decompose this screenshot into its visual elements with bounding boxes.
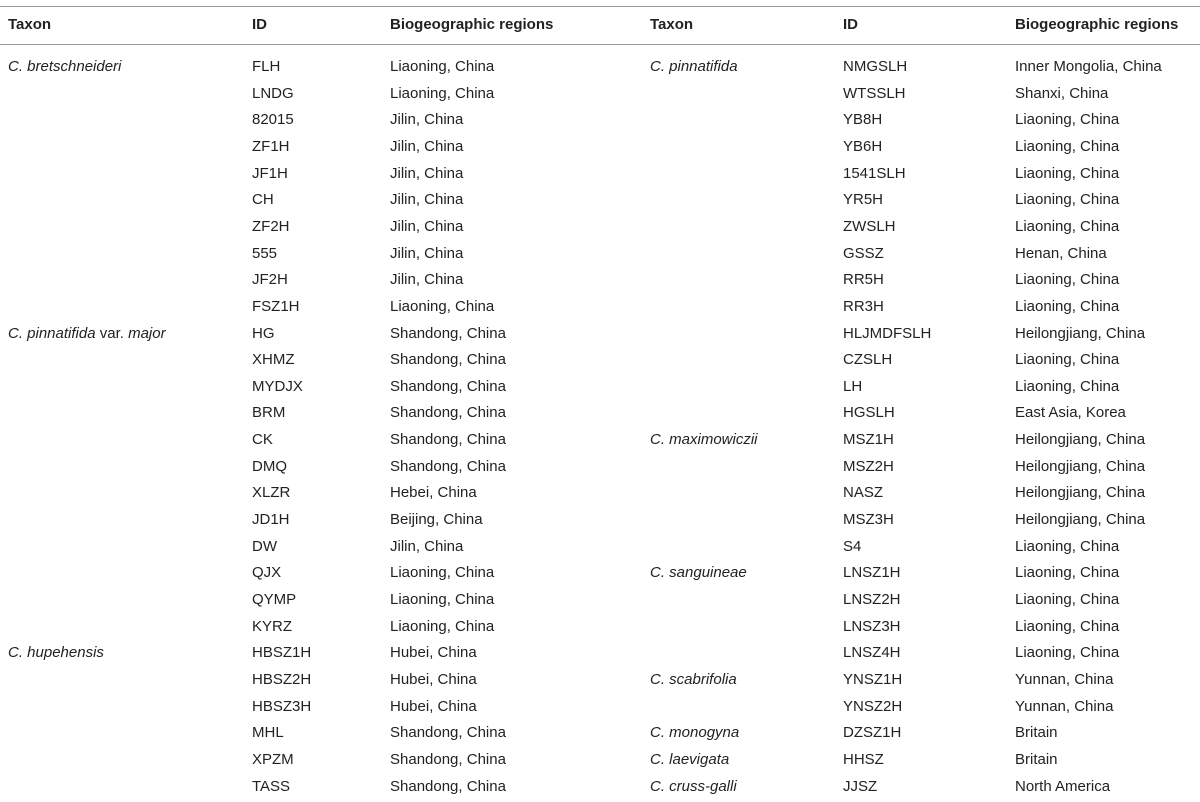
id-cell: KYRZ xyxy=(252,618,293,635)
region-cell: Jilin, China xyxy=(390,111,464,128)
id-cell: MSZ2H xyxy=(843,458,894,475)
taxon-name-italic: C. maximowiczii xyxy=(650,431,758,448)
taxon-name-italic: major xyxy=(128,325,166,342)
taxon-cell xyxy=(8,57,121,77)
taxon-cell xyxy=(650,750,729,770)
id-cell: 1541SLH xyxy=(843,165,906,182)
id-cell: QYMP xyxy=(252,591,297,608)
region-cell: Heilongjiang, China xyxy=(1015,458,1146,475)
region-cell: Britain xyxy=(1015,751,1058,768)
id-cell: HBSZ1H xyxy=(252,644,312,661)
taxon-name-italic: C. cruss-galli xyxy=(650,778,737,795)
taxon-name-italic: C. bretschneideri xyxy=(8,58,122,75)
id-cell: QJX xyxy=(252,564,282,581)
id-cell: HBSZ3H xyxy=(252,698,312,715)
id-cell: LNSZ1H xyxy=(843,564,901,581)
top-rule xyxy=(0,6,1200,7)
id-cell: BRM xyxy=(252,404,286,421)
taxon-name-italic: C. sanguineae xyxy=(650,564,747,581)
id-cell: LNSZ2H xyxy=(843,591,901,608)
header-taxon-left: Taxon xyxy=(8,16,52,33)
id-cell: RR3H xyxy=(843,298,884,315)
region-cell: Shandong, China xyxy=(390,778,506,795)
taxon-name-italic: C. pinnatifida xyxy=(8,325,96,342)
region-cell: Liaoning, China xyxy=(390,591,495,608)
id-cell: 555 xyxy=(252,245,278,262)
region-cell: Shandong, China xyxy=(390,378,506,395)
region-cell: Shanxi, China xyxy=(1015,85,1109,102)
id-cell: YB8H xyxy=(843,111,883,128)
region-cell: Jilin, China xyxy=(390,538,464,555)
region-cell: Liaoning, China xyxy=(1015,618,1120,635)
region-cell: Liaoning, China xyxy=(390,298,495,315)
id-cell: S4 xyxy=(843,538,862,555)
id-cell: XHMZ xyxy=(252,351,295,368)
id-cell: GSSZ xyxy=(843,245,884,262)
region-cell: East Asia, Korea xyxy=(1015,404,1126,421)
id-cell: LNSZ4H xyxy=(843,644,901,661)
taxon-cell xyxy=(650,777,737,797)
region-cell: Liaoning, China xyxy=(1015,644,1120,661)
id-cell: LH xyxy=(843,378,863,395)
id-cell: DZSZ1H xyxy=(843,724,902,741)
header-id-right: ID xyxy=(843,16,858,33)
header-regions-right: Biogeographic regions xyxy=(1015,16,1179,33)
id-cell: CZSLH xyxy=(843,351,893,368)
region-cell: Jilin, China xyxy=(390,218,464,235)
region-cell: Liaoning, China xyxy=(1015,564,1120,581)
taxon-cell xyxy=(8,324,166,344)
region-cell: Jilin, China xyxy=(390,191,464,208)
id-cell: JD1H xyxy=(252,511,290,528)
taxon-cell xyxy=(650,670,737,690)
region-cell: Liaoning, China xyxy=(390,58,495,75)
id-cell: MSZ3H xyxy=(843,511,894,528)
id-cell: MSZ1H xyxy=(843,431,894,448)
region-cell: Jilin, China xyxy=(390,138,464,155)
region-cell: Shandong, China xyxy=(390,431,506,448)
id-cell: XPZM xyxy=(252,751,294,768)
region-cell: Britain xyxy=(1015,724,1058,741)
region-cell: Liaoning, China xyxy=(1015,591,1120,608)
taxon-cell xyxy=(650,723,739,743)
region-cell: Liaoning, China xyxy=(1015,298,1120,315)
id-cell: RR5H xyxy=(843,271,884,288)
taxon-cell xyxy=(650,57,738,77)
id-cell: HBSZ2H xyxy=(252,671,312,688)
region-cell: Jilin, China xyxy=(390,245,464,262)
taxon-name-italic: C. pinnatifida xyxy=(650,58,738,75)
region-cell: Liaoning, China xyxy=(1015,538,1120,555)
id-cell: YNSZ1H xyxy=(843,671,903,688)
region-cell: Shandong, China xyxy=(390,724,506,741)
id-cell: NASZ xyxy=(843,484,884,501)
id-cell: HLJMDFSLH xyxy=(843,325,932,342)
id-cell: DMQ xyxy=(252,458,287,475)
header-taxon-right: Taxon xyxy=(650,16,694,33)
id-cell: JF2H xyxy=(252,271,288,288)
region-cell: Heilongjiang, China xyxy=(1015,325,1146,342)
id-cell: YNSZ2H xyxy=(843,698,903,715)
region-cell: Jilin, China xyxy=(390,165,464,182)
id-cell: ZF1H xyxy=(252,138,290,155)
region-cell: Liaoning, China xyxy=(390,618,495,635)
region-cell: Hubei, China xyxy=(390,698,477,715)
region-cell: Shandong, China xyxy=(390,751,506,768)
id-cell: LNDG xyxy=(252,85,294,102)
region-cell: Heilongjiang, China xyxy=(1015,484,1146,501)
taxon-cell xyxy=(650,563,747,583)
region-cell: Liaoning, China xyxy=(390,564,495,581)
region-cell: Shandong, China xyxy=(390,351,506,368)
region-cell: Heilongjiang, China xyxy=(1015,431,1146,448)
header-id-left: ID xyxy=(252,16,267,33)
id-cell: 82015 xyxy=(252,111,294,128)
taxon-name-italic: C. hupehensis xyxy=(8,644,104,661)
region-cell: North America xyxy=(1015,778,1111,795)
region-cell: Hubei, China xyxy=(390,644,477,661)
region-cell: Shandong, China xyxy=(390,325,506,342)
region-cell: Yunnan, China xyxy=(1015,671,1114,688)
id-cell: HHSZ xyxy=(843,751,884,768)
region-cell: Heilongjiang, China xyxy=(1015,511,1146,528)
id-cell: FSZ1H xyxy=(252,298,300,315)
taxon-name-italic: C. laevigata xyxy=(650,751,730,768)
id-cell: JJSZ xyxy=(843,778,878,795)
id-cell: YB6H xyxy=(843,138,883,155)
id-cell: CH xyxy=(252,191,274,208)
header-rule xyxy=(0,44,1200,45)
region-cell: Yunnan, China xyxy=(1015,698,1114,715)
header-regions-left: Biogeographic regions xyxy=(390,16,554,33)
region-cell: Beijing, China xyxy=(390,511,483,528)
taxon-name-italic: C. monogyna xyxy=(650,724,740,741)
id-cell: JF1H xyxy=(252,165,288,182)
id-cell: CK xyxy=(252,431,273,448)
id-cell: HG xyxy=(252,325,275,342)
id-cell: WTSSLH xyxy=(843,85,906,102)
region-cell: Jilin, China xyxy=(390,271,464,288)
region-cell: Liaoning, China xyxy=(1015,138,1120,155)
region-cell: Inner Mongolia, China xyxy=(1015,58,1162,75)
id-cell: MYDJX xyxy=(252,378,303,395)
region-cell: Liaoning, China xyxy=(1015,191,1120,208)
id-cell: XLZR xyxy=(252,484,291,501)
region-cell: Shandong, China xyxy=(390,458,506,475)
region-cell: Liaoning, China xyxy=(390,85,495,102)
region-cell: Liaoning, China xyxy=(1015,218,1120,235)
region-cell: Henan, China xyxy=(1015,245,1107,262)
id-cell: HGSLH xyxy=(843,404,895,421)
id-cell: MHL xyxy=(252,724,284,741)
taxon-cell xyxy=(650,430,758,450)
region-cell: Hubei, China xyxy=(390,671,477,688)
id-cell: DW xyxy=(252,538,277,555)
region-cell: Liaoning, China xyxy=(1015,378,1120,395)
id-cell: TASS xyxy=(252,778,291,795)
id-cell: ZWSLH xyxy=(843,218,896,235)
region-cell: Liaoning, China xyxy=(1015,351,1120,368)
id-cell: LNSZ3H xyxy=(843,618,901,635)
region-cell: Liaoning, China xyxy=(1015,271,1120,288)
id-cell: FLH xyxy=(252,58,281,75)
region-cell: Liaoning, China xyxy=(1015,165,1120,182)
id-cell: ZF2H xyxy=(252,218,290,235)
id-cell: YR5H xyxy=(843,191,884,208)
region-cell: Shandong, China xyxy=(390,404,506,421)
taxon-name-italic: C. scabrifolia xyxy=(650,671,737,688)
id-cell: NMGSLH xyxy=(843,58,908,75)
taxon-qualifier: var. xyxy=(95,325,129,342)
region-cell: Liaoning, China xyxy=(1015,111,1120,128)
region-cell: Hebei, China xyxy=(390,484,477,501)
taxon-cell xyxy=(8,643,104,663)
